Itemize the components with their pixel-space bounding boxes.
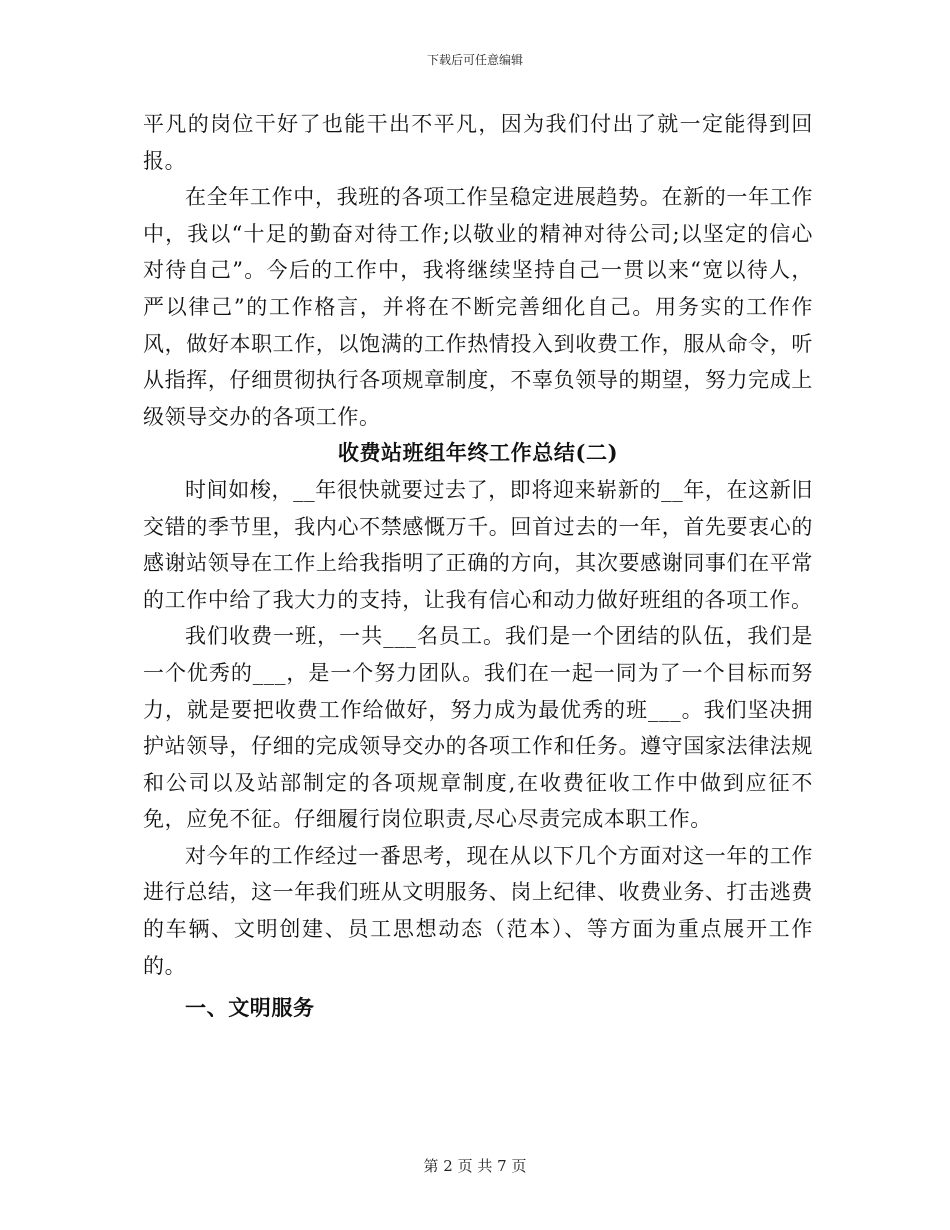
- paragraph-continuation: 平凡的岗位干好了也能干出不平凡，因为我们付出了就一定能得到回报。: [143, 112, 813, 173]
- document-body: [143, 106, 813, 1027]
- paragraph-team: 我们收费一班，一共___名员工。我们是一个团结的队伍，我们是一个优秀的___，是一个努力团队。我们在一起一同为了一个目标而努力，就是要把收费工作给做好，努力成为最优秀的班___。我们坚决拥护站领导，仔细的完成领导交办的各项工作和任务。遵守国家法律法规和公司以及站部制定的各项规章制度,在收费征收工作中做到应征不免，应免不征。仔细履行岗位职责,尽心尽责完成本职工作。: [143, 624, 813, 832]
- subheading-civilized-service: 一、文明服务: [185, 995, 315, 1021]
- paragraph-overview: 对今年的工作经过一番思考，现在从以下几个方面对这一年的工作进行总结，这一年我们班从文明服务、岗上纪律、收费业务、打击逃费的车辆、文明创建、员工思想动态（范本）、等方面为重点展开工作的。: [143, 843, 813, 978]
- page-number: 第 2 页 共 7 页: [423, 1157, 527, 1175]
- page-header: 下载后可任意编辑: [426, 53, 523, 67]
- paragraph-intro: 时间如梭，__年很快就要过去了，即将迎来崭新的__年，在这新旧交错的季节里，我内心不禁感慨万千。回首过去的一年，首先要衷心的感谢站领导在工作上给我指明了正确的方向，其次要感谢同事们在平常的工作中给了我大力的支持，让我有信心和动力做好班组的各项工作。: [143, 477, 813, 612]
- paragraph-work-summary: 在全年工作中，我班的各项工作呈稳定进展趋势。在新的一年工作中，我以“十足的勤奋对待工作;以敬业的精神对待公司;以坚定的信心对待自己”。今后的工作中，我将继续坚持自己一贯以来“宽以待人，严以律己”的工作格言，并将在不断完善细化自己。用务实的工作作风，做好本职工作，以饱满的工作热情投入到收费工作，服从命令，听从指挥，仔细贯彻执行各项规章制度，不辜负领导的期望，努力完成上级领导交办的各项工作。: [143, 185, 813, 429]
- section-title: 收费站班组年终工作总结(二): [337, 440, 619, 466]
